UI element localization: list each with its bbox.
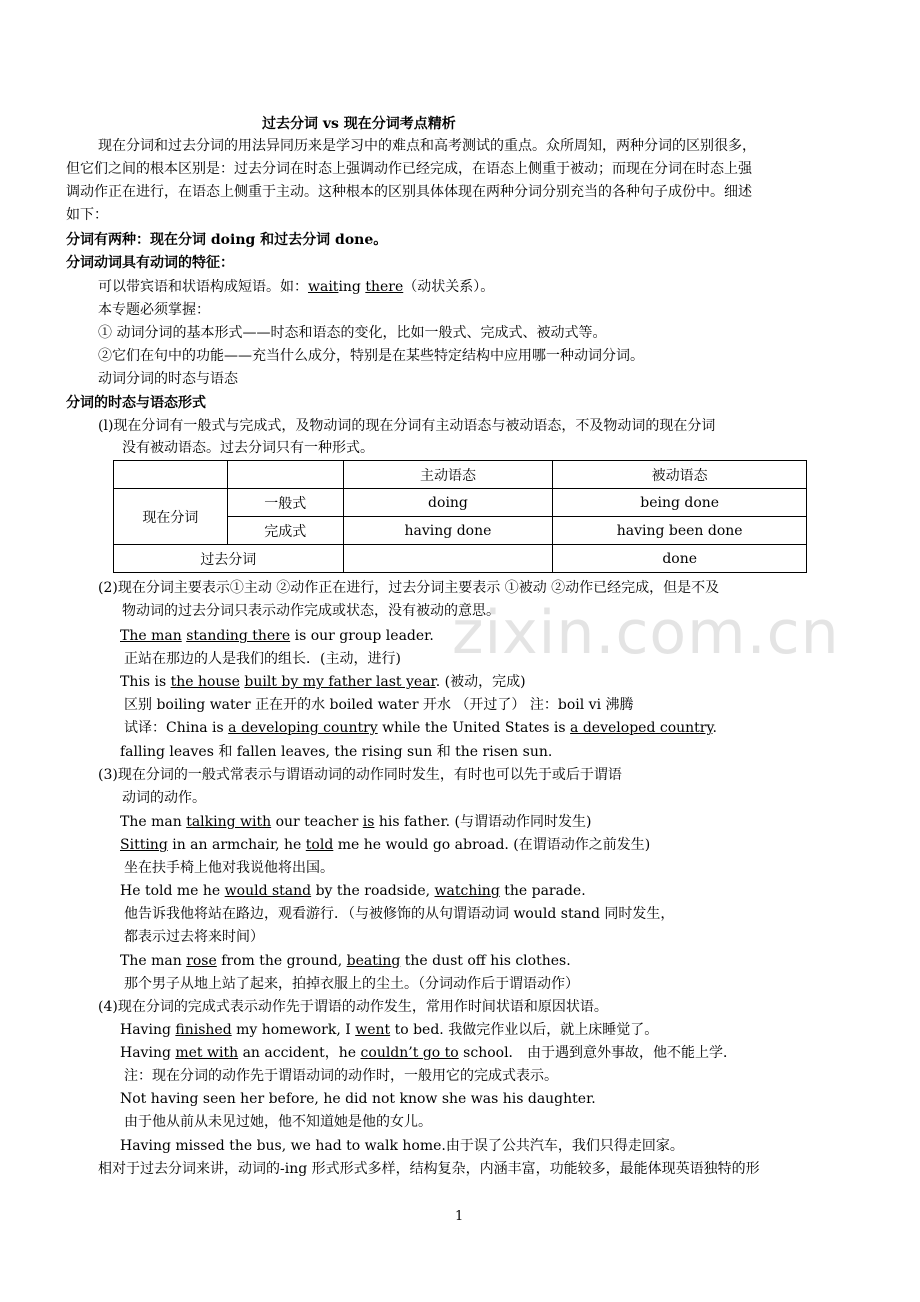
example-sentence: [120, 1043, 737, 1063]
feature-text: 可以带宾语和状语构成短语。如：: [98, 279, 308, 295]
underlined-phrase: the house: [170, 674, 240, 690]
tense-voice-label: 动词分词的时态与语态: [98, 371, 238, 387]
underlined-phrase: talking with: [186, 814, 272, 830]
table-row: [114, 489, 807, 517]
underlined-phrase: watching: [434, 883, 500, 899]
example-text: is our group leader.: [290, 628, 434, 644]
underlined-phrase: told: [305, 837, 334, 853]
translate-exercise: [124, 718, 717, 738]
header-active: 主动语态: [343, 461, 553, 489]
example-translation: 那个男子从地上站了起来，拍掉衣服上的尘土。（分词动作后于谓语动作）: [124, 976, 579, 992]
row-past-participle: 过去分词: [114, 545, 344, 573]
table-corner-cell: [227, 461, 343, 489]
heading-two-participles: 分词有两种：现在分词 doing 和过去分词 done。: [66, 232, 388, 248]
underlined-phrase: wait: [308, 279, 339, 295]
watermark: zixin.com.cn: [452, 598, 840, 668]
example-text: the parade.: [499, 883, 586, 899]
point-one: ① 动词分词的基本形式——时态和语态的变化，比如一般式、完成式、被动式等。: [98, 325, 607, 341]
example-sentence: [120, 672, 526, 692]
example-sentence: [120, 626, 434, 646]
underlined-phrase: Sitting: [120, 837, 168, 853]
section-four-line: (4)现在分词的完成式表示动作先于谓语的动作发生，常用作时间状语和原因状语。: [98, 999, 608, 1015]
section-two-line: (2)现在分词主要表示①主动 ②动作正在进行，过去分词主要表示 ①被动 ②动作已经完成，但是不及: [98, 580, 720, 596]
section-three-line: (3)现在分词的一般式常表示与谓语动词的动作同时发生，有时也可以先于或后于谓语: [98, 767, 622, 783]
example-text: Having: [120, 1045, 176, 1061]
example-text: our teacher: [271, 814, 363, 830]
feature-text: （动状关系）。: [403, 279, 495, 295]
example-text: school． 由于遇到意外事故，他不能上学．: [458, 1045, 737, 1061]
example-text: me he would go abroad. (在谓语动作之前发生): [333, 837, 651, 853]
underlined-phrase: standing there: [186, 628, 291, 644]
page-number: 1: [455, 1209, 464, 1224]
example-translation: 坐在扶手椅上他对我说他将出国。: [124, 860, 334, 876]
underlined-phrase: is: [362, 814, 375, 830]
underlined-phrase: met with: [175, 1045, 239, 1061]
point-two: ②它们在句中的功能——充当什么成分，特别是在某些特定结构中应用哪一种动词分词。: [98, 348, 644, 364]
feature-line: [98, 277, 494, 297]
example-text: This is: [120, 674, 171, 690]
example-text: his father. (与谓语动作同时发生): [374, 814, 592, 830]
page-title: 过去分词 vs 现在分词考点精析: [262, 116, 456, 132]
example-sentence: [120, 812, 591, 832]
intro-line: 如下：: [66, 207, 108, 223]
intro-line: 调动作正在进行，在语态上侧重于主动。这种根本的区别具体体现在两种分词分别充当的各种句子成份中。细述: [66, 184, 752, 200]
heading-verb-features: 分词动词具有动词的特征：: [66, 255, 234, 271]
example-text: by the roadside,: [311, 883, 435, 899]
section-one-line: (l)现在分词有一般式与完成式，及物动词的现在分词有主动语态与被动语态，不及物动词的现在分词: [98, 418, 716, 434]
example-text: The man: [120, 814, 187, 830]
closing-line: 相对于过去分词来讲，动词的-ing 形式形式多样，结构复杂，内涵丰富，功能较多，最能体现英语独特的形: [98, 1161, 760, 1177]
underlined-phrase: rose: [186, 953, 217, 969]
example-text: my homework, I: [231, 1022, 356, 1038]
cell-perfect-passive: having been done: [553, 517, 807, 545]
participle-forms-table: [113, 460, 807, 573]
feature-text: ing: [338, 279, 366, 295]
example-text: Having: [120, 1022, 176, 1038]
underlined-phrase: a developed country: [570, 720, 713, 736]
intro-line: 但它们之间的根本区别是：过去分词在时态上强调动作已经完成，在语态上侧重于被动；而现在分词在时态上强: [66, 161, 752, 177]
section-three-line: 动词的动作。: [122, 790, 206, 806]
must-master: 本专题必须掌握：: [98, 302, 210, 318]
cell-past-passive: done: [553, 545, 807, 573]
intro-line: 现在分词和过去分词的用法异同历来是学习中的难点和高考测试的重点。众所周知，两种分词的区别很多，: [98, 138, 756, 154]
example-text: . (被动，完成): [435, 674, 526, 690]
example-text: from the ground,: [216, 953, 347, 969]
example-text: an accident，he: [238, 1045, 361, 1061]
example-sentence: [120, 881, 586, 901]
underlined-phrase: beating: [346, 953, 401, 969]
example-sentence: [120, 951, 571, 971]
falling-examples: falling leaves 和 fallen leaves, the rising sun 和 the risen sun.: [120, 744, 553, 760]
underlined-phrase: a developing country: [228, 720, 378, 736]
example-text: 试译：China is: [124, 720, 229, 736]
example-text: .: [712, 720, 717, 736]
example-sentence: Not having seen her before, he did not know she was his daughter.: [120, 1091, 596, 1107]
example-text: the dust off his clothes.: [400, 953, 571, 969]
example-translation: 正站在那边的人是我们的组长．(主动，进行): [124, 651, 401, 667]
underlined-phrase: would stand: [224, 883, 312, 899]
example-text: in an armchair, he: [167, 837, 306, 853]
example-sentence: [120, 1020, 658, 1040]
example-text: to bed. 我做完作业以后，就上床睡觉了。: [390, 1022, 659, 1038]
example-translation: 由于他从前从未见过她，他不知道她是他的女儿。: [124, 1114, 432, 1130]
cell-perfect-active: having done: [343, 517, 553, 545]
underlined-phrase: finished: [175, 1022, 232, 1038]
section-two-line: 物动词的过去分词只表示动作完成或状态，没有被动的意思。: [122, 603, 500, 619]
table-corner-cell: [114, 461, 228, 489]
underlined-phrase: there: [365, 279, 404, 295]
cell-simple-active: doing: [343, 489, 553, 517]
cell-past-active: [343, 545, 553, 573]
underlined-phrase: The man: [120, 628, 182, 644]
section-one-line: 没有被动语态。过去分词只有一种形式。: [122, 440, 374, 456]
heading-tense-voice-forms: 分词的时态与语态形式: [66, 395, 206, 411]
table-header-row: [114, 461, 807, 489]
example-translation: 都表示过去将来时间）: [124, 929, 264, 945]
sub-simple: 一般式: [227, 489, 343, 517]
boiling-note: 区别 boiling water 正在开的水 boiled water 开水 （开过了） 注：boil vi 沸腾: [124, 697, 634, 713]
note-perfect: 注：现在分词的动作先于谓语动词的动作时，一般用它的完成式表示。: [124, 1068, 558, 1084]
underlined-phrase: built by my father last year: [244, 674, 436, 690]
table-row: [114, 545, 807, 573]
example-text: The man: [120, 953, 187, 969]
underlined-phrase: went: [355, 1022, 391, 1038]
example-text: while the United States is: [377, 720, 571, 736]
example-sentence: [120, 835, 650, 855]
example-translation: 他告诉我他将站在路边，观看游行．（与被修饰的从句谓语动词 would stand 同时发生，: [124, 906, 675, 922]
example-text: He told me he: [120, 883, 225, 899]
underlined-phrase: couldn’t go to: [360, 1045, 459, 1061]
row-present-participle: 现在分词: [114, 489, 228, 545]
cell-simple-passive: being done: [553, 489, 807, 517]
header-passive: 被动语态: [553, 461, 807, 489]
sub-perfect: 完成式: [227, 517, 343, 545]
example-sentence: Having missed the bus, we had to walk home.由于误了公共汽车，我们只得走回家。: [120, 1138, 684, 1154]
